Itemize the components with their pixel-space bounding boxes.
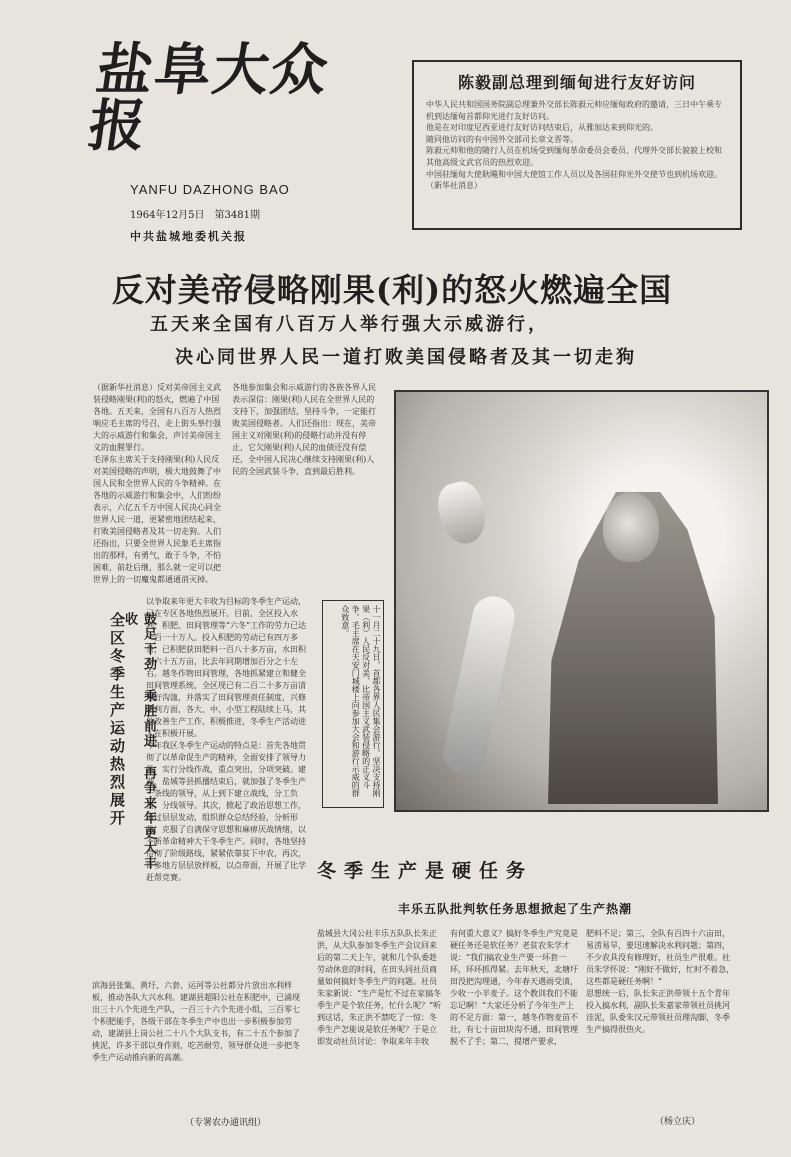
feature-story-column-2: 有何重大意义？搞好冬季生产究竟是硬任务还是软任务？老贫农朱学才说：“我们搞农业生产要一环套一环，环环抓得紧。去年秋天，北塘圩田没把沟理通，今年春天遇雨受渍，少收一小半麦子。这个教训我们不能忘记啊！”大家还分析了今年生产上的不足方面：第一，越冬作物麦苗不壮，有七十亩田块沟不通，田间管理脱不了手；第二，提增产要求， xyxy=(450,929,578,1046)
main-headline: 反对美帝侵略刚果(利)的怒火燃遍全国 xyxy=(111,271,673,309)
winter-production-title: 全区冬季生产运动热烈展开 xyxy=(108,612,126,828)
feature-story-credit: （杨立庆） xyxy=(655,1117,701,1127)
winter-production-article: 以争取来年更大丰收为目标的冬季生产运动，已在专区各地热烈展开。目前，全区投入水利、积肥、田间管理等“六冬”工作的劳力已达一百一十万人。投入积肥的劳动已有四万多条，已积肥获田肥料一百八十多万亩，水田积料六十五万亩，比去年同期增加百分之十左右。越冬作物田间管理，各地抓紧建立和健全田间管理系统，全区现已有二百二十多万亩清理好沟洫，并落实了田间管理责任制度，兴修水利方面，各大、中、小型工程陆续上马，其他改善生产工作，积极推进，冬季生产活动进入在积极开展。 今年我区冬季生产运动的特点是：首先各地贯彻了以革命促生产的精神，全面安排了领导力量，实行分线作战，重点突出，分项突破。建湖、盐城等县抓播结束后，就加强了冬季生产一条线的领导，从上到下建立战线，分工负责，分线领导。其次，掀起了政治思想工作，通过层层发动，组织群众总结经验，分析形势，克服了自满保守思想和麻痹厌战情绪，以不断革命精神大干冬季生产。同时，各地坚持贯彻了阶级路线，紧紧依靠贫下中农，再次，许多地方层层放样板，以点带面，开展了比学赶帮竞赛。 xyxy=(146,597,307,882)
lead-article-column-1: （据新华社消息）反对美帝国主义武装侵略刚果(利)的怒火，燃遍了中国各地。五天来，全国有八百万人热烈响应毛主席的号召，走上街头举行强大的示威游行和集会，声讨美帝国主义的血腥罪行。 毛泽东主席关于支持刚果(利)人民反对美国侵略的声明，极大地鼓舞了中国人民和全世界人民的斗争精神。在各地的示威游行和集会中，人们纷纷表示，六亿五千万中国人民决心同全世界人民一道，更紧密地团结起来，打败美国侵略者及其一切走狗。人们还指出，只要全世界人民象毛主席指出的那样，有勇气，敢于斗争，不怕困难，前赴后继，那么就一定可以把世界上的一切魔鬼都通通消灭掉。 xyxy=(93,383,221,584)
photo-caption: 十一月二十九日，首都各界人民集会游行，坚决支持刚果（利）人民反对美、比帝国主义武装侵略的正义斗争。毛主席在天安门城楼上向参加大会和游行示威的群众致意。 xyxy=(340,605,381,797)
publication-dateline: 1964年12月5日 第3481期 xyxy=(130,210,260,221)
top-news-title: 陈毅副总理到缅甸进行友好访问 xyxy=(457,73,696,92)
photo-caption-box xyxy=(322,600,384,808)
feature-story-column-1: 盐城县大冈公社丰乐五队队长朱正洪，从大队参加冬季生产会议回来后的第二天上午，就和几个队委趁劳动休息的时间，在田头同社员商量如何搞好冬季生产的问题。社员朱家新说：“生产是忙不过在家搞冬季生产是个软任务，忙什么呢？”听到这话，朱正洪不禁吃了一惊：冬季生产怎能说是软任务呢？于是立即发动社员讨论：争取来年丰收 xyxy=(317,929,442,1046)
newspaper-masthead: 盐阜大众报 xyxy=(84,37,334,159)
top-news-box xyxy=(412,60,742,230)
bottom-left-article: 滨海县张集、黄圩、六套、运河等公社都分片放出水利样板，推动各队大兴水利。建湖县超阳公社在积肥中，已涌现出三十八个先进生产队，一百三十六个先进小组，三百零七个积肥能手，各级干部在冬季生产中也出一步积极参加劳动，建湖县上岗公社二十八个大队支书，有二十五个参加了挑泥，许多干部以身作则，吃苦耐劳，领导群众进一步把冬季生产运动推向新的高潮。 xyxy=(92,981,300,1062)
top-news-text: 中华人民共和国国务院副总理兼外交部长陈毅元帅应缅甸政府的邀请，三日中午乘专机到达缅甸首都仰光进行友好访问。 他是在对印度尼西亚进行友好访问结束后，从雅加达来到仰光的。 随同他访问的有中国外交部司长章文晋等。 陈毅元帅和他的随行人员在机场受到缅甸革命委员会委员、代理外交部长貌貌上校和其他高级文武官员的热烈欢迎。 中国驻缅甸大使耿飚和中国大使馆工作人员以及各国驻仰光外交使节也到机场欢迎。 （新华社消息） xyxy=(426,100,722,191)
publisher-line: 中共盐城地委机关报 xyxy=(130,230,247,243)
winter-production-subtitle: 鼓足干劲 乘胜前进 再争来年更大丰收 xyxy=(122,612,156,871)
feature-story-column-3: 肥料不足；第三，全队有百四十六亩田，易涝易旱，要迅速解决水利问题；第四，不少农具没有修理好，社员生产很难。社员朱学怀说：“刚好不做好，忙时不着急，这些都是硬任务啊！” 思想统一后，队长朱正洪带领十五个青年投入搞水利，副队长朱嘉家带领社员挑河洼泥，队委朱汉元带领社员理沟脚，冬季生产搞得很热火。 xyxy=(586,929,735,1034)
main-subheadline-1: 五天来全国有八百万人举行强大示威游行， xyxy=(150,314,549,335)
masthead-pinyin: YANFU DAZHONG BAO xyxy=(130,182,290,197)
feature-story-title: 冬季生产是硬任务 xyxy=(317,860,534,882)
feature-story-subtitle: 丰乐五队批判软任务思想掀起了生产热潮 xyxy=(398,902,633,916)
main-subheadline-2: 决心同世界人民一道打败美国侵略者及其一切走狗 xyxy=(175,347,637,368)
winter-production-credit: （专署农办通讯组） xyxy=(185,1118,267,1128)
lead-article-column-2: 各地参加集会和示威游行的各族各界人民表示深信：刚果(利)人民在全世界人民的支持下，加强团结，坚持斗争，一定能打败美国侵略者。人们还指出：现在，美帝国主义对刚果(利)的侵略行动并没有停止，它欠刚果(利)人民的血债还没有偿还，全中国人民决心继续支持刚果(利)人民的全国武装斗争，直到最后胜利。 xyxy=(232,383,376,476)
photo-face xyxy=(603,492,659,562)
